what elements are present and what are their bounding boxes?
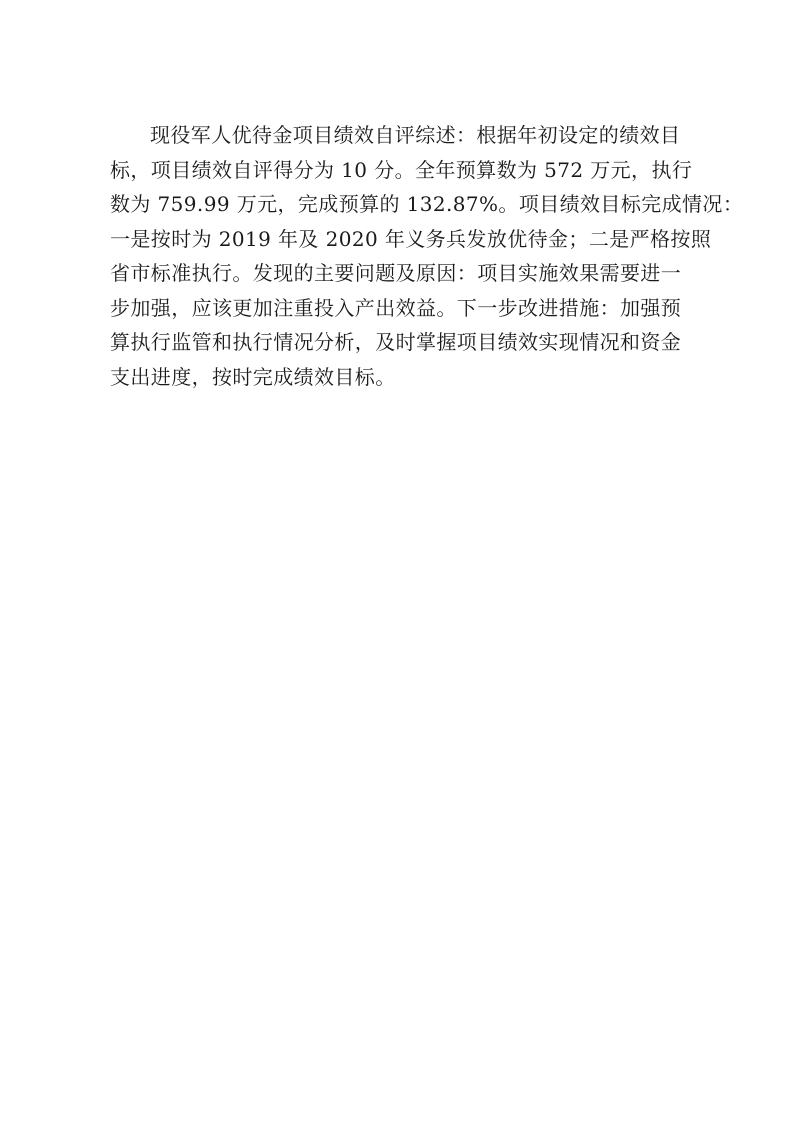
paragraph-line: 标，项目绩效自评得分为 10 分。全年预算数为 572 万元，执行 xyxy=(110,157,693,182)
paragraph-line: 支出进度，按时完成绩效目标。 xyxy=(110,364,396,389)
paragraph-line: 算执行监管和执行情况分析，及时掌握项目绩效实现情况和资金 xyxy=(110,330,682,354)
paragraph-line: 现役军人优待金项目绩效自评综述：根据年初设定的绩效目 xyxy=(150,123,681,147)
paragraph-line: 省市标准执行。发现的主要问题及原因：项目实施效果需要进一 xyxy=(110,261,682,285)
paragraph-line: 一是按时为 2019 年及 2020 年义务兵发放优待金；二是严格按照 xyxy=(110,226,712,251)
summary-paragraph xyxy=(110,118,744,394)
paragraph-line: 数为 759.99 万元，完成预算的 132.87%。项目绩效目标完成情况： xyxy=(110,192,744,216)
paragraph-line: 步加强，应该更加注重投入产出效益。下一步改进措施：加强预 xyxy=(110,295,682,320)
